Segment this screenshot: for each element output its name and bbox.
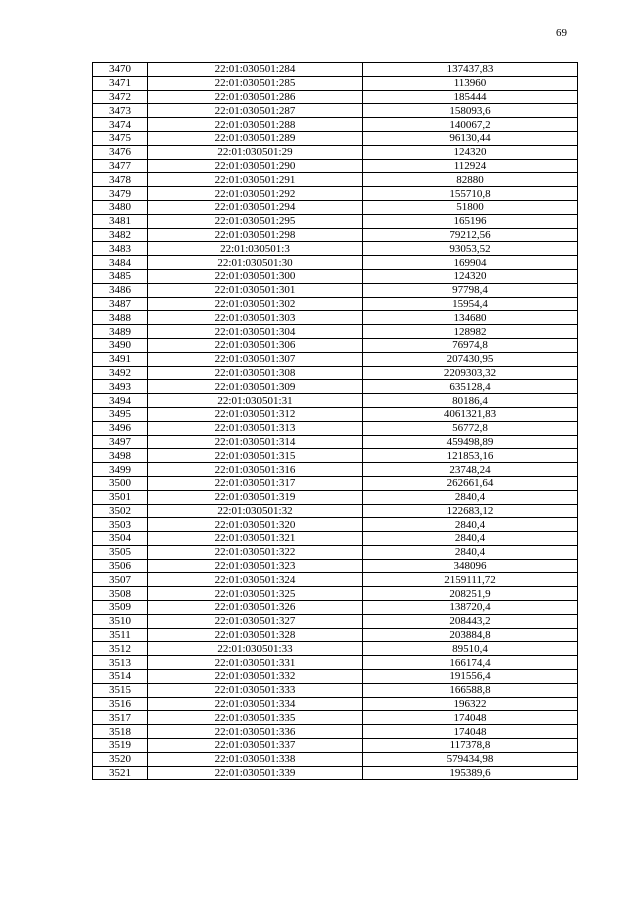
cadastral-number-cell: 22:01:030501:309 bbox=[148, 380, 363, 394]
value-cell: 128982 bbox=[363, 325, 578, 339]
value-cell: 80186,4 bbox=[363, 394, 578, 408]
table-row bbox=[93, 228, 578, 242]
cadastral-number-cell: 22:01:030501:3 bbox=[148, 242, 363, 256]
row-number-cell: 3483 bbox=[93, 242, 148, 256]
value-cell: 169904 bbox=[363, 256, 578, 270]
value-cell: 137437,83 bbox=[363, 63, 578, 77]
table-row bbox=[93, 504, 578, 518]
table-row bbox=[93, 159, 578, 173]
row-number-cell: 3503 bbox=[93, 518, 148, 532]
row-number-cell: 3476 bbox=[93, 145, 148, 159]
value-cell: 459498,89 bbox=[363, 435, 578, 449]
table-row bbox=[93, 380, 578, 394]
cadastral-number-cell: 22:01:030501:298 bbox=[148, 228, 363, 242]
row-number-cell: 3505 bbox=[93, 545, 148, 559]
table-row bbox=[93, 63, 578, 77]
value-cell: 117378,8 bbox=[363, 739, 578, 753]
cadastral-number-cell: 22:01:030501:32 bbox=[148, 504, 363, 518]
value-cell: 207430,95 bbox=[363, 352, 578, 366]
value-cell: 174048 bbox=[363, 711, 578, 725]
table-row bbox=[93, 214, 578, 228]
row-number-cell: 3504 bbox=[93, 532, 148, 546]
cadastral-number-cell: 22:01:030501:315 bbox=[148, 449, 363, 463]
page-number: 69 bbox=[556, 27, 567, 39]
value-cell: 174048 bbox=[363, 725, 578, 739]
value-cell: 208251,9 bbox=[363, 587, 578, 601]
row-number-cell: 3490 bbox=[93, 338, 148, 352]
row-number-cell: 3472 bbox=[93, 90, 148, 104]
value-cell: 2209303,32 bbox=[363, 366, 578, 380]
cadastral-number-cell: 22:01:030501:290 bbox=[148, 159, 363, 173]
row-number-cell: 3498 bbox=[93, 449, 148, 463]
row-number-cell: 3506 bbox=[93, 559, 148, 573]
cadastral-number-cell: 22:01:030501:323 bbox=[148, 559, 363, 573]
value-cell: 348096 bbox=[363, 559, 578, 573]
value-cell: 138720,4 bbox=[363, 601, 578, 615]
row-number-cell: 3495 bbox=[93, 407, 148, 421]
row-number-cell: 3515 bbox=[93, 683, 148, 697]
value-cell: 2840,4 bbox=[363, 545, 578, 559]
row-number-cell: 3511 bbox=[93, 628, 148, 642]
value-cell: 112924 bbox=[363, 159, 578, 173]
value-cell: 51800 bbox=[363, 200, 578, 214]
cadastral-number-cell: 22:01:030501:302 bbox=[148, 297, 363, 311]
value-cell: 2159111,72 bbox=[363, 573, 578, 587]
value-cell: 195389,6 bbox=[363, 766, 578, 780]
cadastral-number-cell: 22:01:030501:337 bbox=[148, 739, 363, 753]
row-number-cell: 3520 bbox=[93, 752, 148, 766]
value-cell: 208443,2 bbox=[363, 614, 578, 628]
row-number-cell: 3482 bbox=[93, 228, 148, 242]
value-cell: 93053,52 bbox=[363, 242, 578, 256]
value-cell: 635128,4 bbox=[363, 380, 578, 394]
table-row bbox=[93, 394, 578, 408]
table-row bbox=[93, 683, 578, 697]
cadastral-number-cell: 22:01:030501:303 bbox=[148, 311, 363, 325]
cadastral-number-cell: 22:01:030501:320 bbox=[148, 518, 363, 532]
table-row bbox=[93, 200, 578, 214]
row-number-cell: 3519 bbox=[93, 739, 148, 753]
row-number-cell: 3517 bbox=[93, 711, 148, 725]
row-number-cell: 3518 bbox=[93, 725, 148, 739]
table-row bbox=[93, 739, 578, 753]
value-cell: 79212,56 bbox=[363, 228, 578, 242]
cadastral-number-cell: 22:01:030501:30 bbox=[148, 256, 363, 270]
cadastral-number-cell: 22:01:030501:327 bbox=[148, 614, 363, 628]
cadastral-number-cell: 22:01:030501:285 bbox=[148, 76, 363, 90]
table-row bbox=[93, 463, 578, 477]
cadastral-number-cell: 22:01:030501:316 bbox=[148, 463, 363, 477]
row-number-cell: 3502 bbox=[93, 504, 148, 518]
value-cell: 2840,4 bbox=[363, 532, 578, 546]
row-number-cell: 3470 bbox=[93, 63, 148, 77]
row-number-cell: 3484 bbox=[93, 256, 148, 270]
row-number-cell: 3489 bbox=[93, 325, 148, 339]
cadastral-number-cell: 22:01:030501:300 bbox=[148, 269, 363, 283]
value-cell: 76974,8 bbox=[363, 338, 578, 352]
row-number-cell: 3479 bbox=[93, 187, 148, 201]
value-cell: 2840,4 bbox=[363, 518, 578, 532]
cadastral-number-cell: 22:01:030501:312 bbox=[148, 407, 363, 421]
row-number-cell: 3481 bbox=[93, 214, 148, 228]
table-row bbox=[93, 173, 578, 187]
cadastral-number-cell: 22:01:030501:306 bbox=[148, 338, 363, 352]
value-cell: 124320 bbox=[363, 145, 578, 159]
table-row bbox=[93, 297, 578, 311]
value-cell: 56772,8 bbox=[363, 421, 578, 435]
table-row bbox=[93, 545, 578, 559]
value-cell: 89510,4 bbox=[363, 642, 578, 656]
cadastral-number-cell: 22:01:030501:319 bbox=[148, 490, 363, 504]
value-cell: 185444 bbox=[363, 90, 578, 104]
table-row bbox=[93, 518, 578, 532]
cadastral-number-cell: 22:01:030501:288 bbox=[148, 118, 363, 132]
row-number-cell: 3513 bbox=[93, 656, 148, 670]
row-number-cell: 3473 bbox=[93, 104, 148, 118]
table-row bbox=[93, 711, 578, 725]
value-cell: 262661,64 bbox=[363, 476, 578, 490]
row-number-cell: 3492 bbox=[93, 366, 148, 380]
value-cell: 191556,4 bbox=[363, 670, 578, 684]
table-row bbox=[93, 752, 578, 766]
table-row bbox=[93, 656, 578, 670]
row-number-cell: 3521 bbox=[93, 766, 148, 780]
row-number-cell: 3514 bbox=[93, 670, 148, 684]
cadastral-number-cell: 22:01:030501:324 bbox=[148, 573, 363, 587]
cadastral-number-cell: 22:01:030501:29 bbox=[148, 145, 363, 159]
cadastral-number-cell: 22:01:030501:314 bbox=[148, 435, 363, 449]
value-cell: 124320 bbox=[363, 269, 578, 283]
table-row bbox=[93, 90, 578, 104]
cadastral-number-cell: 22:01:030501:338 bbox=[148, 752, 363, 766]
row-number-cell: 3516 bbox=[93, 697, 148, 711]
value-cell: 166174,4 bbox=[363, 656, 578, 670]
cadastral-number-cell: 22:01:030501:307 bbox=[148, 352, 363, 366]
table-row bbox=[93, 269, 578, 283]
table-row bbox=[93, 311, 578, 325]
cadastral-number-cell: 22:01:030501:317 bbox=[148, 476, 363, 490]
row-number-cell: 3501 bbox=[93, 490, 148, 504]
table-row bbox=[93, 76, 578, 90]
table-row bbox=[93, 449, 578, 463]
table-row bbox=[93, 532, 578, 546]
cadastral-number-cell: 22:01:030501:321 bbox=[148, 532, 363, 546]
table-row bbox=[93, 407, 578, 421]
cadastral-number-cell: 22:01:030501:335 bbox=[148, 711, 363, 725]
value-cell: 113960 bbox=[363, 76, 578, 90]
table-row bbox=[93, 325, 578, 339]
cadastral-number-cell: 22:01:030501:289 bbox=[148, 131, 363, 145]
value-cell: 2840,4 bbox=[363, 490, 578, 504]
row-number-cell: 3512 bbox=[93, 642, 148, 656]
cadastral-number-cell: 22:01:030501:284 bbox=[148, 63, 363, 77]
cadastral-number-cell: 22:01:030501:336 bbox=[148, 725, 363, 739]
row-number-cell: 3486 bbox=[93, 283, 148, 297]
table-row bbox=[93, 338, 578, 352]
row-number-cell: 3477 bbox=[93, 159, 148, 173]
cadastral-number-cell: 22:01:030501:31 bbox=[148, 394, 363, 408]
cadastral-number-cell: 22:01:030501:339 bbox=[148, 766, 363, 780]
cadastral-number-cell: 22:01:030501:333 bbox=[148, 683, 363, 697]
table-row bbox=[93, 573, 578, 587]
value-cell: 134680 bbox=[363, 311, 578, 325]
value-cell: 15954,4 bbox=[363, 297, 578, 311]
cadastral-number-cell: 22:01:030501:33 bbox=[148, 642, 363, 656]
cadastral-number-cell: 22:01:030501:326 bbox=[148, 601, 363, 615]
table-row bbox=[93, 670, 578, 684]
value-cell: 121853,16 bbox=[363, 449, 578, 463]
cadastral-number-cell: 22:01:030501:308 bbox=[148, 366, 363, 380]
table-row bbox=[93, 352, 578, 366]
cadastral-number-cell: 22:01:030501:313 bbox=[148, 421, 363, 435]
row-number-cell: 3496 bbox=[93, 421, 148, 435]
row-number-cell: 3475 bbox=[93, 131, 148, 145]
row-number-cell: 3485 bbox=[93, 269, 148, 283]
table-row bbox=[93, 766, 578, 780]
table-row bbox=[93, 725, 578, 739]
table-row bbox=[93, 242, 578, 256]
row-number-cell: 3487 bbox=[93, 297, 148, 311]
cadastral-number-cell: 22:01:030501:301 bbox=[148, 283, 363, 297]
value-cell: 203884,8 bbox=[363, 628, 578, 642]
row-number-cell: 3507 bbox=[93, 573, 148, 587]
table-row bbox=[93, 559, 578, 573]
table-row bbox=[93, 476, 578, 490]
cadastral-number-cell: 22:01:030501:304 bbox=[148, 325, 363, 339]
row-number-cell: 3494 bbox=[93, 394, 148, 408]
row-number-cell: 3491 bbox=[93, 352, 148, 366]
value-cell: 96130,44 bbox=[363, 131, 578, 145]
row-number-cell: 3471 bbox=[93, 76, 148, 90]
table-row bbox=[93, 435, 578, 449]
table-row bbox=[93, 145, 578, 159]
table-row bbox=[93, 256, 578, 270]
row-number-cell: 3478 bbox=[93, 173, 148, 187]
table-row bbox=[93, 697, 578, 711]
row-number-cell: 3500 bbox=[93, 476, 148, 490]
value-cell: 165196 bbox=[363, 214, 578, 228]
table-row bbox=[93, 614, 578, 628]
table-row bbox=[93, 421, 578, 435]
value-cell: 155710,8 bbox=[363, 187, 578, 201]
cadastral-number-cell: 22:01:030501:291 bbox=[148, 173, 363, 187]
table-body bbox=[93, 63, 578, 780]
cadastral-number-cell: 22:01:030501:331 bbox=[148, 656, 363, 670]
row-number-cell: 3474 bbox=[93, 118, 148, 132]
table-row bbox=[93, 628, 578, 642]
row-number-cell: 3510 bbox=[93, 614, 148, 628]
cadastral-number-cell: 22:01:030501:328 bbox=[148, 628, 363, 642]
row-number-cell: 3508 bbox=[93, 587, 148, 601]
table-row bbox=[93, 601, 578, 615]
value-cell: 140067,2 bbox=[363, 118, 578, 132]
row-number-cell: 3480 bbox=[93, 200, 148, 214]
row-number-cell: 3509 bbox=[93, 601, 148, 615]
table-row bbox=[93, 587, 578, 601]
cadastral-value-table bbox=[92, 62, 578, 780]
table-row bbox=[93, 283, 578, 297]
value-cell: 4061321,83 bbox=[363, 407, 578, 421]
cadastral-number-cell: 22:01:030501:332 bbox=[148, 670, 363, 684]
row-number-cell: 3497 bbox=[93, 435, 148, 449]
table-row bbox=[93, 642, 578, 656]
row-number-cell: 3499 bbox=[93, 463, 148, 477]
value-cell: 579434,98 bbox=[363, 752, 578, 766]
table-row bbox=[93, 118, 578, 132]
table-row bbox=[93, 187, 578, 201]
row-number-cell: 3493 bbox=[93, 380, 148, 394]
value-cell: 23748,24 bbox=[363, 463, 578, 477]
cadastral-number-cell: 22:01:030501:286 bbox=[148, 90, 363, 104]
value-cell: 196322 bbox=[363, 697, 578, 711]
cadastral-number-cell: 22:01:030501:295 bbox=[148, 214, 363, 228]
cadastral-number-cell: 22:01:030501:322 bbox=[148, 545, 363, 559]
cadastral-number-cell: 22:01:030501:334 bbox=[148, 697, 363, 711]
table-row bbox=[93, 490, 578, 504]
value-cell: 122683,12 bbox=[363, 504, 578, 518]
value-cell: 82880 bbox=[363, 173, 578, 187]
cadastral-number-cell: 22:01:030501:287 bbox=[148, 104, 363, 118]
row-number-cell: 3488 bbox=[93, 311, 148, 325]
table-row bbox=[93, 131, 578, 145]
value-cell: 166588,8 bbox=[363, 683, 578, 697]
table-row bbox=[93, 366, 578, 380]
value-cell: 158093,6 bbox=[363, 104, 578, 118]
table-row bbox=[93, 104, 578, 118]
cadastral-number-cell: 22:01:030501:292 bbox=[148, 187, 363, 201]
cadastral-number-cell: 22:01:030501:294 bbox=[148, 200, 363, 214]
cadastral-number-cell: 22:01:030501:325 bbox=[148, 587, 363, 601]
value-cell: 97798,4 bbox=[363, 283, 578, 297]
